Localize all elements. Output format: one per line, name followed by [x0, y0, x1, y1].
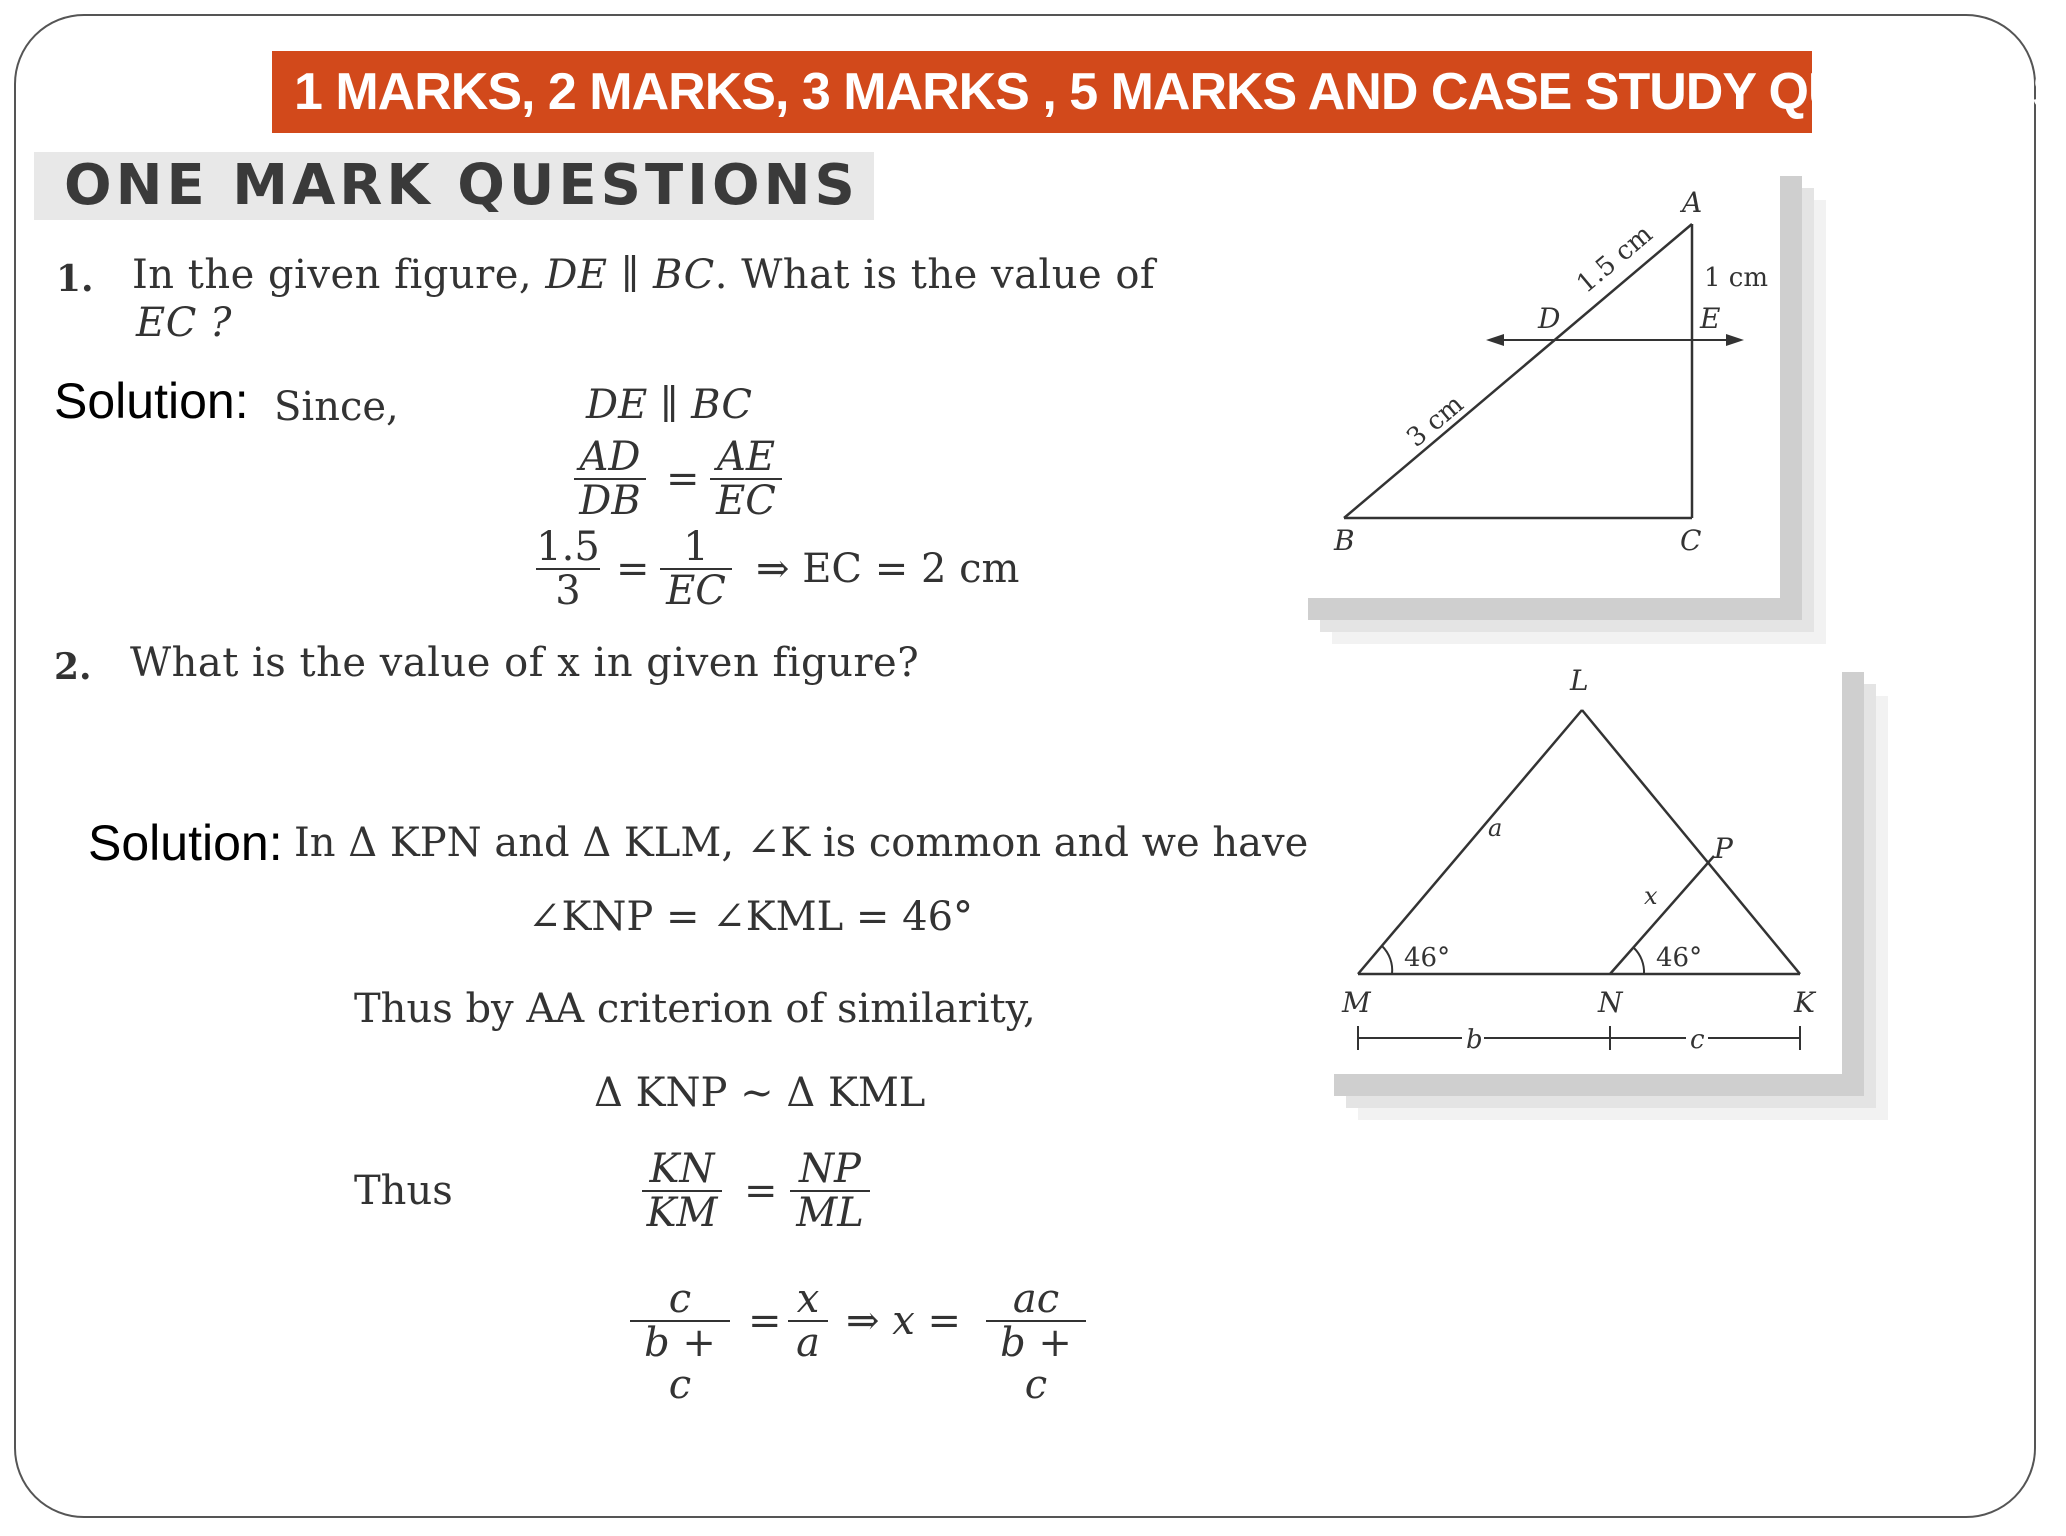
label-db-length: 3 cm	[1401, 389, 1470, 454]
label-a-side: a	[1488, 814, 1503, 842]
label-a: A	[1682, 186, 1703, 219]
label-c-length: c	[1690, 1025, 1705, 1055]
label-angle-n: 46°	[1656, 943, 1703, 973]
figure-1-card	[1286, 154, 1780, 598]
fraction-ad-db	[574, 436, 646, 522]
label-b: B	[1334, 524, 1355, 557]
q1-text-math: DE ∥ BC	[545, 252, 715, 298]
label-k: K	[1794, 986, 1815, 1019]
fraction-denominator: ML	[796, 1190, 864, 1236]
solution-2-line2: ∠KNP = ∠KML = 46°	[528, 894, 974, 940]
label-b-length: b	[1466, 1025, 1483, 1055]
label-x-side: x	[1644, 882, 1658, 910]
arrowhead-left-icon	[1486, 334, 1504, 346]
fraction-numerator: 1.5	[536, 524, 600, 570]
fraction-numerator: c	[630, 1278, 730, 1322]
equals-sign: =	[666, 456, 700, 502]
equals-sign: =	[616, 546, 650, 592]
fraction-np-ml	[790, 1148, 870, 1234]
fraction-numerator: AD	[574, 436, 646, 480]
fraction-c-bc	[630, 1278, 730, 1406]
figure-2-card	[1312, 650, 1842, 1074]
solution-1-label: Solution:	[54, 373, 249, 429]
fraction-denominator: EC	[666, 568, 726, 614]
question-2-text: What is the value of x in given figure?	[130, 640, 920, 686]
fraction-numerator: 1	[660, 526, 732, 570]
solution-1-line1: DE ∥ BC	[586, 382, 752, 428]
fraction-15-3	[536, 526, 600, 612]
q1-text-post: . What is the value of	[714, 252, 1156, 298]
arrowhead-right-icon	[1726, 334, 1744, 346]
label-ad-length: 1.5 cm	[1571, 219, 1659, 300]
angle-n-arc	[1634, 948, 1644, 974]
fraction-ac-bc	[986, 1278, 1086, 1406]
fraction-1-ec	[660, 526, 732, 612]
fraction-denominator: a	[796, 1320, 820, 1366]
question-1-number: 1.	[56, 258, 94, 300]
fraction-denominator: b + c	[1000, 1320, 1072, 1408]
fraction-numerator: AE	[710, 436, 782, 480]
equals-sign: =	[748, 1298, 782, 1344]
line-ml	[1358, 710, 1582, 974]
fraction-ae-ec	[710, 436, 782, 522]
fraction-denominator: 3	[555, 568, 581, 614]
label-e: E	[1700, 302, 1721, 335]
label-l: L	[1570, 664, 1589, 697]
triangle-abc-figure	[1286, 154, 1780, 598]
solution-1-since: Since,	[274, 384, 399, 430]
line-lk	[1582, 710, 1800, 974]
fraction-numerator: x	[788, 1278, 828, 1322]
solution-2-thus: Thus	[354, 1168, 453, 1214]
solution-2-line4: Δ KNP ~ Δ KML	[594, 1070, 926, 1116]
implies-x: ⇒ x =	[846, 1298, 962, 1344]
fraction-kn-km	[642, 1148, 722, 1234]
fraction-numerator: NP	[790, 1148, 870, 1192]
label-angle-m: 46°	[1404, 943, 1451, 973]
fraction-x-a	[788, 1278, 828, 1364]
solution-1-result: ⇒ EC = 2 cm	[756, 546, 1020, 592]
fraction-numerator: KN	[642, 1148, 722, 1192]
label-d: D	[1538, 302, 1561, 335]
label-p: P	[1714, 832, 1733, 865]
fraction-denominator: DB	[579, 478, 641, 524]
section-title: ONE MARK QUESTIONS	[34, 152, 874, 220]
question-2-number: 2.	[54, 646, 92, 688]
solution-2-line1: In Δ KPN and Δ KLM, ∠K is common and we have	[294, 820, 1309, 866]
fraction-denominator: b + c	[644, 1320, 716, 1408]
equals-sign: =	[744, 1168, 778, 1214]
solution-2-label: Solution:	[88, 815, 283, 871]
angle-m-arc	[1382, 946, 1392, 974]
question-1-text-line2: EC ?	[136, 300, 232, 346]
title-banner: 1 MARKS, 2 MARKS, 3 MARKS , 5 MARKS AND CASE STUDY QUESTIONS	[272, 51, 1812, 133]
label-ae-length: 1 cm	[1704, 263, 1769, 293]
fraction-numerator: ac	[986, 1278, 1086, 1322]
fraction-denominator: EC	[716, 478, 776, 524]
label-n: N	[1598, 986, 1623, 1019]
question-1-text	[132, 252, 1155, 298]
line-ab	[1344, 224, 1692, 518]
label-c: C	[1680, 524, 1702, 557]
label-m: M	[1342, 986, 1371, 1019]
q1-text-pre: In the given figure,	[132, 252, 546, 298]
solution-2-line3: Thus by AA criterion of similarity,	[354, 986, 1036, 1032]
fraction-denominator: KM	[646, 1190, 718, 1236]
triangle-klm-figure	[1312, 650, 1842, 1074]
